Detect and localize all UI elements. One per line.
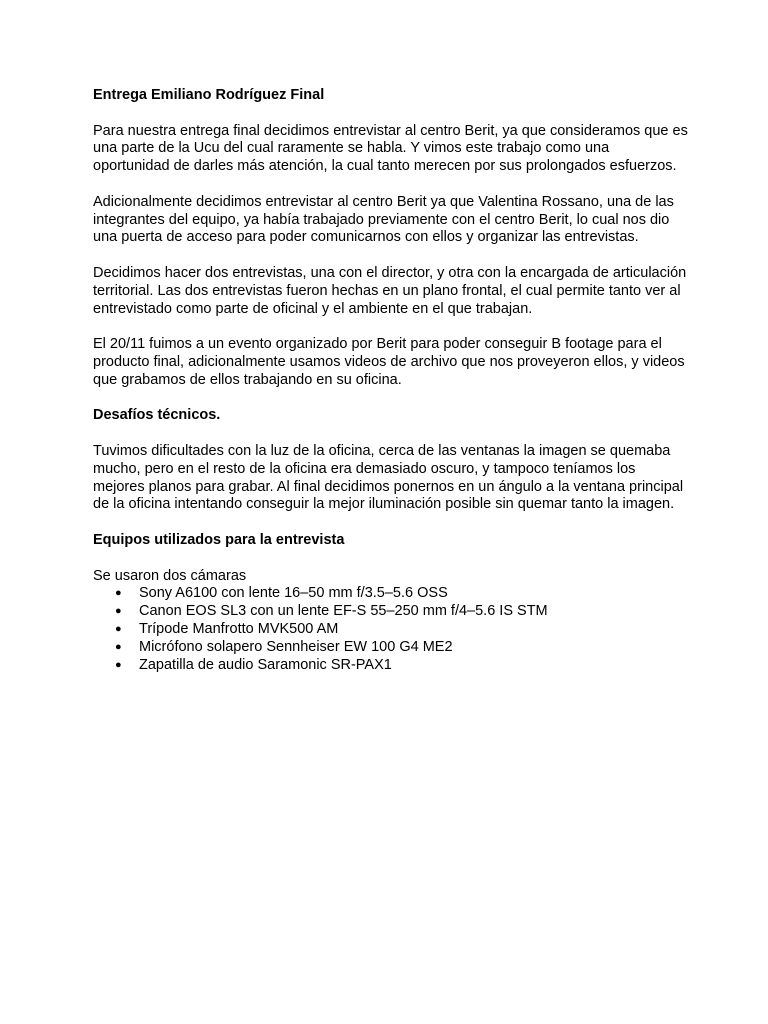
text-line: Decidimos hacer dos entrevistas, una con el director, y otra con la encargada de articulación [93,264,687,281]
text-line: integrantes del equipo, ya había trabajado previamente con el centro Berit, lo cual nos dio [93,211,670,228]
text-line: oportunidad de darles más atención, la cual tanto merecen por sus prolongados esfuerzos. [93,158,677,175]
text-line: Adicionalmente decidimos entrevistar al centro Berit ya que Valentina Rossano, una de las [93,193,674,210]
list-item-text: Sony A6100 con lente 16–50 mm f/3.5–5.6 OSS [139,585,448,602]
text-line: Tuvimos dificultades con la luz de la oficina, cerca de las ventanas la imagen se quemaba [93,442,671,459]
equipment-list [93,585,693,674]
interviews-paragraph [93,265,693,318]
text-line: una parte de la Ucu del cual raramente se habla. Y vimos este trabajo como una [93,140,610,157]
spacer [93,550,693,568]
bullet-icon: ● [115,605,122,618]
list-item-text: Micrófono solapero Sennheiser EW 100 G4 ME2 [139,638,453,655]
text-line: una puerta de acceso para poder comunicarnos con ellos y organizar las entrevistas. [93,229,639,246]
challenges-paragraph [93,443,693,514]
document-page [93,87,693,674]
equipment-heading: Equipos utilizados para la entrevista [93,531,345,548]
bullet-icon: ● [115,622,122,635]
spacer [93,105,693,123]
text-line: El 20/11 fuimos a un evento organizado por Berit para poder conseguir B footage para el [93,336,662,353]
list-item [93,657,693,675]
challenges-heading: Desafíos técnicos. [93,407,221,424]
text-line: producto final, adicionalmente usamos videos de archivo que nos proveyeron ellos, y videos [93,353,685,370]
text-line: mucho, pero en el resto de la oficina era demasiado oscuro, y tampoco teníamos los [93,460,636,477]
text-line: Para nuestra entrega final decidimos entrevistar al centro Berit, ya que consideramos que es [93,122,688,139]
footage-paragraph [93,336,693,389]
spacer [93,247,693,265]
access-paragraph [93,194,693,247]
list-item-text: Trípode Manfrotto MVK500 AM [139,620,339,637]
bullet-icon: ● [115,658,122,671]
list-item [93,585,693,603]
list-item-text: Canon EOS SL3 con un lente EF-S 55–250 mm f/4–5.6 IS STM [139,603,548,620]
text-line: entrevistado como parte de oficinal y el ambiente en el que trabajan. [93,300,533,317]
spacer [93,514,693,532]
equipment-intro: Se usaron dos cámaras [93,567,247,584]
list-item [93,621,693,639]
text-line: mejores planos para grabar. Al final decidimos ponernos en un ángulo a la ventana principal [93,478,684,495]
text-line: territorial. Las dos entrevistas fueron hechas en un plano frontal, el cual permite tanto ver al [93,282,681,299]
intro-paragraph [93,123,693,176]
text-line: de la oficina intentando conseguir la mejor iluminación posible sin quemar tanto la imagen. [93,496,675,513]
list-item [93,639,693,657]
spacer [93,176,693,194]
bullet-icon: ● [115,587,122,600]
spacer [93,425,693,443]
bullet-icon: ● [115,640,122,653]
spacer [93,318,693,336]
list-item-text: Zapatilla de audio Saramonic SR-PAX1 [139,656,392,673]
document-title: Entrega Emiliano Rodríguez Final [93,87,325,103]
text-line: que grabamos de ellos trabajando en su oficina. [93,371,402,388]
spacer [93,390,693,408]
list-item [93,603,693,621]
